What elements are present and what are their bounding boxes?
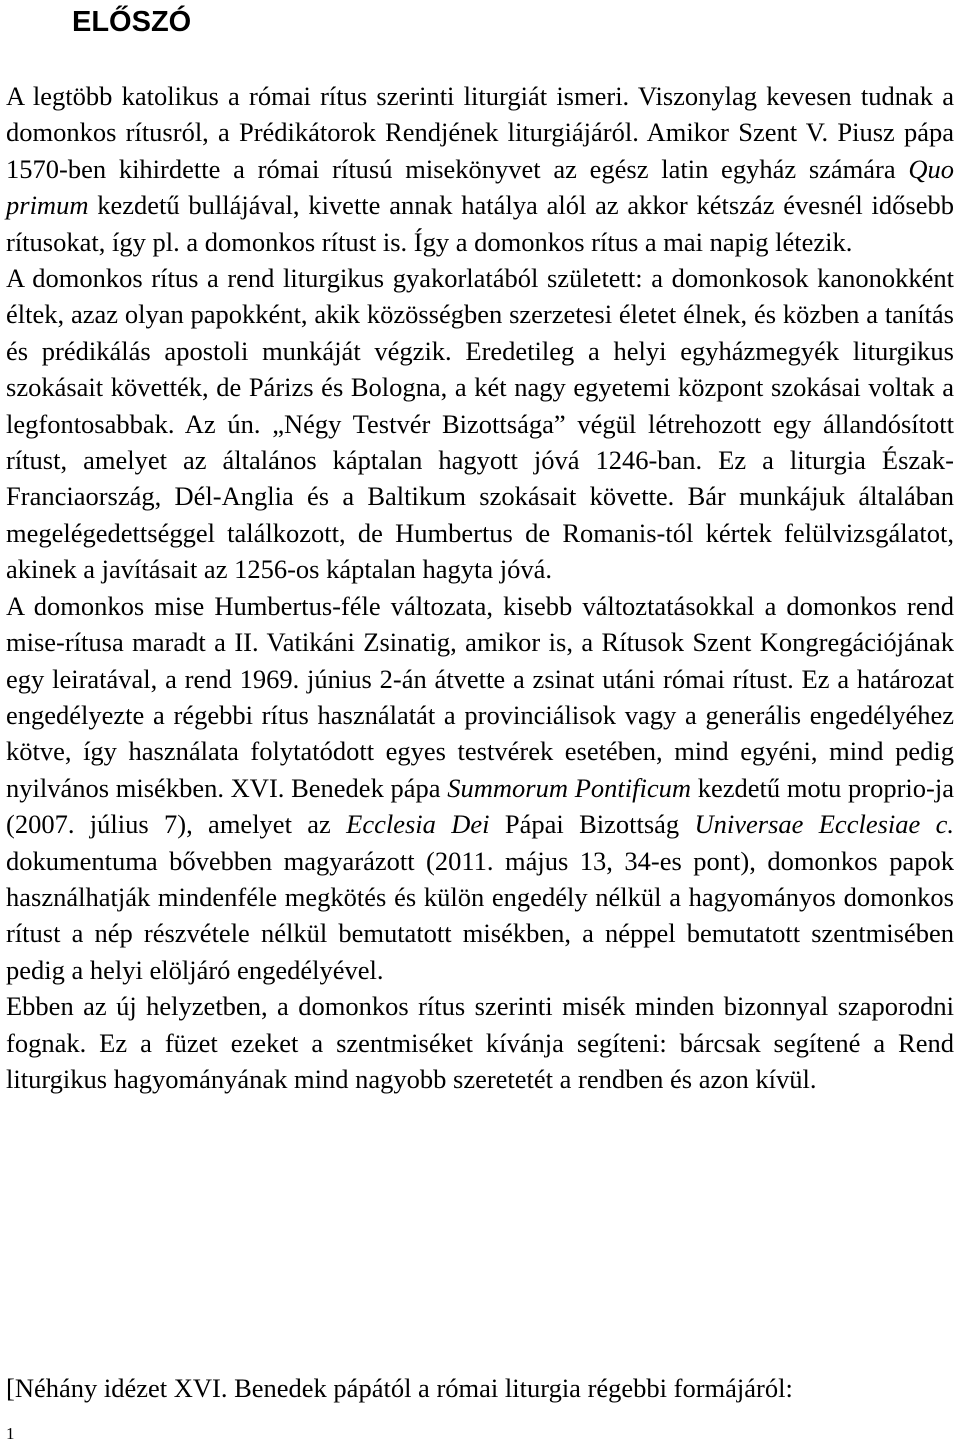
page-title: ELŐSZÓ [72,6,192,38]
text-segment: dokumentuma bővebben magyarázott (2011. május 13, 34-es pont), domonkos papok használhatják mindenféle megkötés és külön engedély nélkül a hagyományos domonkos rítust a nép részvétele nélkül bemutatott misékben, a néppel bemutatott szentmisében pedig a helyi elöljáró engedélyével. [6,845,954,985]
italic-segment: Universae Ecclesiae c. [694,809,954,840]
text-segment: Pápai Bizottság [489,809,695,840]
page-number: 1 [6,1424,15,1443]
text-segment: kezdetű motu proprio-ja (2007. július 7), amelyet az [6,772,954,840]
text-segment: Ebben az új helyzetben, a domonkos rítus szerinti misék minden bizonnyal szaporodni fognak. Ez a füzet ezeket a szentmiséket kívánja segíteni: bárcsak segítené a Rend liturgikus hagyományának mind nagyobb szeretetét a rendben és azon kívül. [6,991,954,1094]
paragraph-intro [6,78,954,260]
text-segment: A domonkos mise Humbertus-féle változata, kisebb változtatásokkal a domonkos rend mise-rítusa maradt a II. Vatikáni Zsinatig, amikor is, a Rítusok Szent Kongregációjának egy leiratával, a rend 1969. június 2-án átvette a zsinat utáni római rítust. Ez a határozat engedélyezte a régebbi rítus használatát a provinciálisok vagy a generális engedélyéhez kötve, így használata folytatódott egyes testvérek esetében, mind egyéni, mind pedig nyilvános misékben. XVI. Benedek pápa [6,590,954,803]
quote-intro: [Néhány idézet XVI. Benedek pápától a római liturgia régebbi formájáról: [6,1373,793,1403]
document-page [6,0,954,1451]
italic-segment: Summorum Pontificum [447,772,692,803]
italic-segment: Ecclesia Dei [346,809,490,840]
paragraph-purpose [6,988,954,1097]
foreword-body [6,78,954,1097]
paragraph-history [6,260,954,588]
text-segment: A legtöbb katolikus a római rítus szerinti liturgiát ismeri. Viszonylag kevesen tudnak a domonkos rítusról, a Prédikátorok Rendjének liturgiájáról. Amikor Szent V. Piusz pápa 1570-ben kihirdette a római rítusú misekönyvet az egész latin egyház számára [6,81,954,184]
text-segment: A domonkos rítus a rend liturgikus gyakorlatából született: a domonkosok kanonokként éltek, azaz olyan papokként, akik közösségben szerzetesi életet élnek, és közben a tanítás és prédikálás apostoli munkáját végzik. Eredetileg a helyi egyházmegyék liturgikus szokásait követték, de Párizs és Bologna, a két nagy egyetemi központ szokásai voltak a legfontosabbak. Az ún. „Négy Testvér Bizottsága” végül létrehozott egy állandósított rítust, amelyet az általános káptalan hagyott jóvá 1246-ban. Ez a liturgia Észak-Franciaország, Dél-Anglia és a Baltikum szokásait követte. Bár munkájuk általában megelégedettséggel találkozott, de Humbertus de Romanis-tól kértek felülvizsgálatot, akinek a javításait az 1256-os káptalan hagyta jóvá. [6,263,954,585]
text-segment: kezdetű bullájával, kivette annak hatálya alól az akkor kétszáz évesnél idősebb rítusokat, így pl. a domonkos rítust is. Így a domonkos rítus a mai napig létezik. [6,190,954,257]
italic-segment: Quo primum [6,153,954,221]
paragraph-council [6,588,954,988]
